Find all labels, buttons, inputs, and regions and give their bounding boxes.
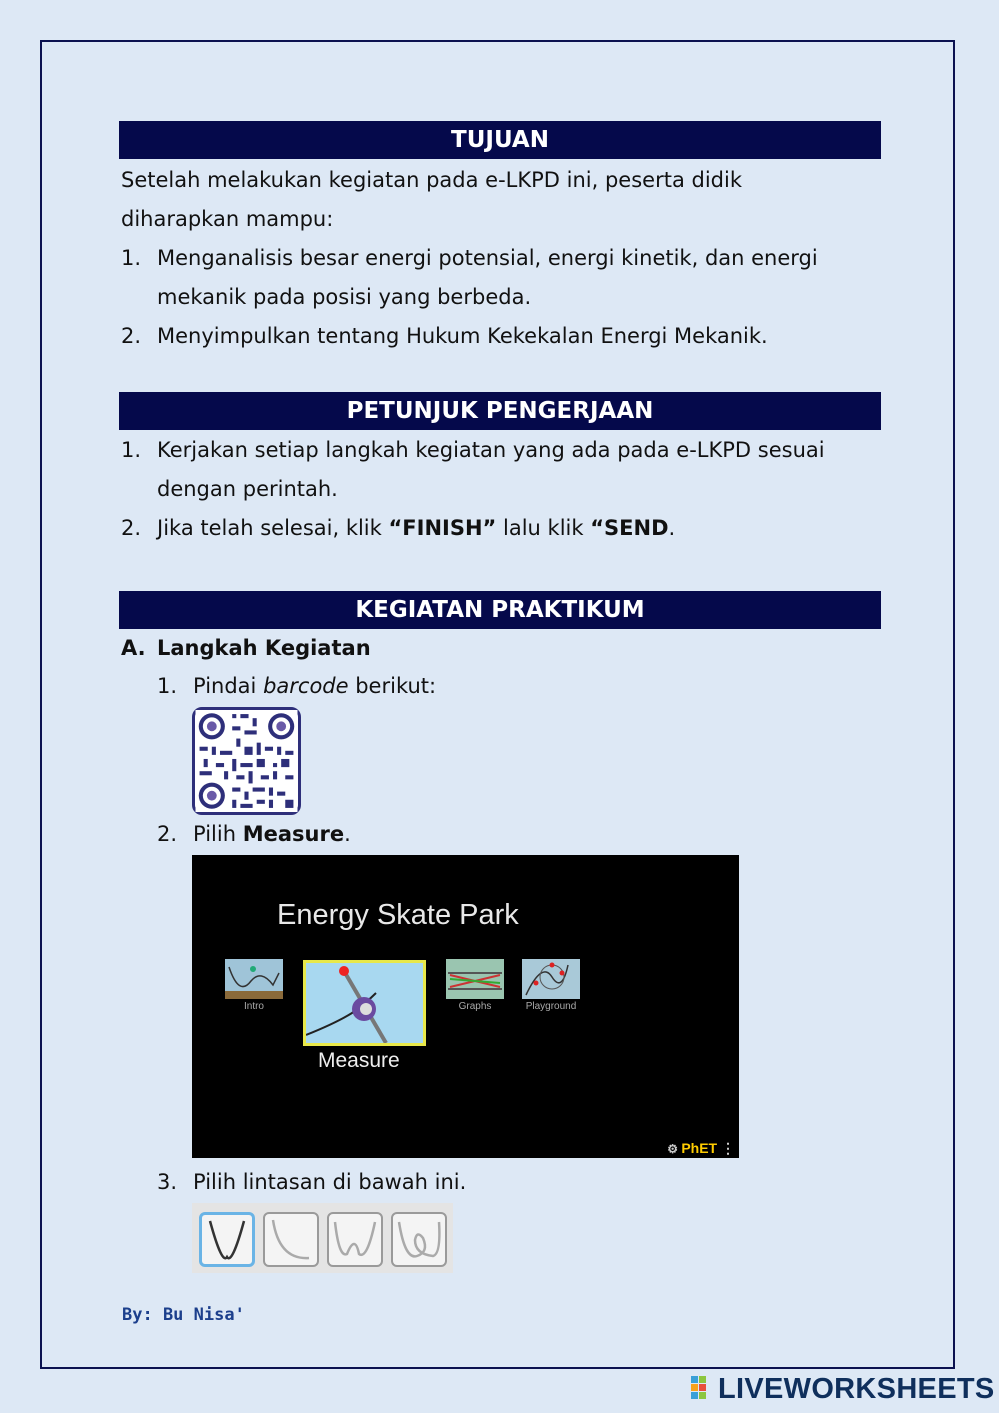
measure-label: Measure — [318, 1049, 400, 1072]
gear-icon: ⚙ — [667, 1142, 682, 1156]
loop-track-icon — [393, 1214, 445, 1265]
tujuan-intro: Setelah melakukan kegiatan pada e-LKPD ini, peserta didik — [121, 168, 742, 192]
playground-thumbnail[interactable] — [522, 959, 580, 999]
graphs-label: Graphs — [458, 1001, 492, 1012]
text: . — [344, 822, 351, 846]
energy-skate-park-screenshot — [192, 855, 739, 1158]
loop-icon — [522, 959, 580, 999]
text: . — [668, 516, 676, 540]
step-3-text: Pilih lintasan di bawah ini. — [193, 1170, 467, 1194]
measure-word: Measure — [242, 822, 345, 846]
barcode-word: barcode — [263, 674, 349, 698]
list-number: 1. — [121, 246, 142, 270]
petunjuk-item-2 — [157, 509, 675, 548]
step-number: 3. — [157, 1170, 178, 1194]
step-number: 1. — [157, 674, 178, 698]
intro-label: Intro — [243, 1001, 264, 1012]
text: berikut: — [348, 674, 437, 698]
text: lalu klik — [496, 516, 591, 540]
phet-brand: PhET — [681, 1140, 718, 1156]
v-track-icon — [202, 1215, 252, 1264]
send-text: “SEND — [590, 516, 669, 540]
author-credit: By: Bu Nisa' — [122, 1305, 245, 1325]
liveworksheets-logo-icon — [691, 1376, 715, 1400]
track-option-v[interactable] — [199, 1212, 255, 1267]
qr-code[interactable] — [192, 707, 301, 815]
step-2-text — [193, 815, 351, 854]
qr-code-icon — [195, 710, 298, 812]
slope-track-icon — [265, 1214, 317, 1265]
playground-label: Playground — [525, 1001, 577, 1012]
petunjuk-item-1-cont: dengan perintah. — [157, 477, 338, 501]
section-letter: A. — [121, 636, 146, 660]
menu-icon: ⋮ — [717, 1140, 735, 1156]
track-option-slope[interactable] — [263, 1212, 319, 1267]
tujuan-heading: TUJUAN — [119, 121, 881, 159]
list-number: 2. — [121, 516, 142, 540]
liveworksheets-brand[interactable]: LIVEWORKSHEETS — [718, 1373, 995, 1405]
phet-logo — [667, 1140, 735, 1157]
text: Pindai — [193, 674, 264, 698]
sim-title: Energy Skate Park — [277, 899, 519, 931]
track-option-loop[interactable] — [391, 1212, 447, 1267]
step-number: 2. — [157, 822, 178, 846]
petunjuk-heading: PETUNJUK PENGERJAAN — [119, 392, 881, 430]
intro-thumbnail[interactable] — [225, 959, 283, 999]
list-number: 1. — [121, 438, 142, 462]
graphs-thumbnail[interactable] — [446, 959, 504, 999]
tujuan-item-2: Menyimpulkan tentang Hukum Kekekalan Energi Mekanik. — [157, 324, 768, 348]
petunjuk-item-1: Kerjakan setiap langkah kegiatan yang ada pada e-LKPD sesuai — [157, 438, 825, 462]
tujuan-intro-2: diharapkan mampu: — [121, 207, 334, 231]
measure-thumbnail[interactable] — [303, 960, 426, 1046]
track-options — [192, 1203, 453, 1273]
finish-text: “FINISH” — [388, 516, 497, 540]
section-title: Langkah Kegiatan — [157, 636, 371, 660]
track-option-w[interactable] — [327, 1212, 383, 1267]
tujuan-item-1-cont: mekanik pada posisi yang berbeda. — [157, 285, 532, 309]
w-track-icon — [329, 1214, 381, 1265]
praktikum-heading: KEGIATAN PRAKTIKUM — [119, 591, 881, 629]
skater-icon — [306, 963, 423, 1043]
list-number: 2. — [121, 324, 142, 348]
tujuan-item-1: Menganalisis besar energi potensial, energi kinetik, dan energi — [157, 246, 818, 270]
text: Jika telah selesai, klik — [157, 516, 389, 540]
graph-icon — [446, 959, 504, 999]
track-icon — [225, 959, 283, 999]
step-1-text — [193, 667, 436, 706]
text: Pilih — [193, 822, 243, 846]
